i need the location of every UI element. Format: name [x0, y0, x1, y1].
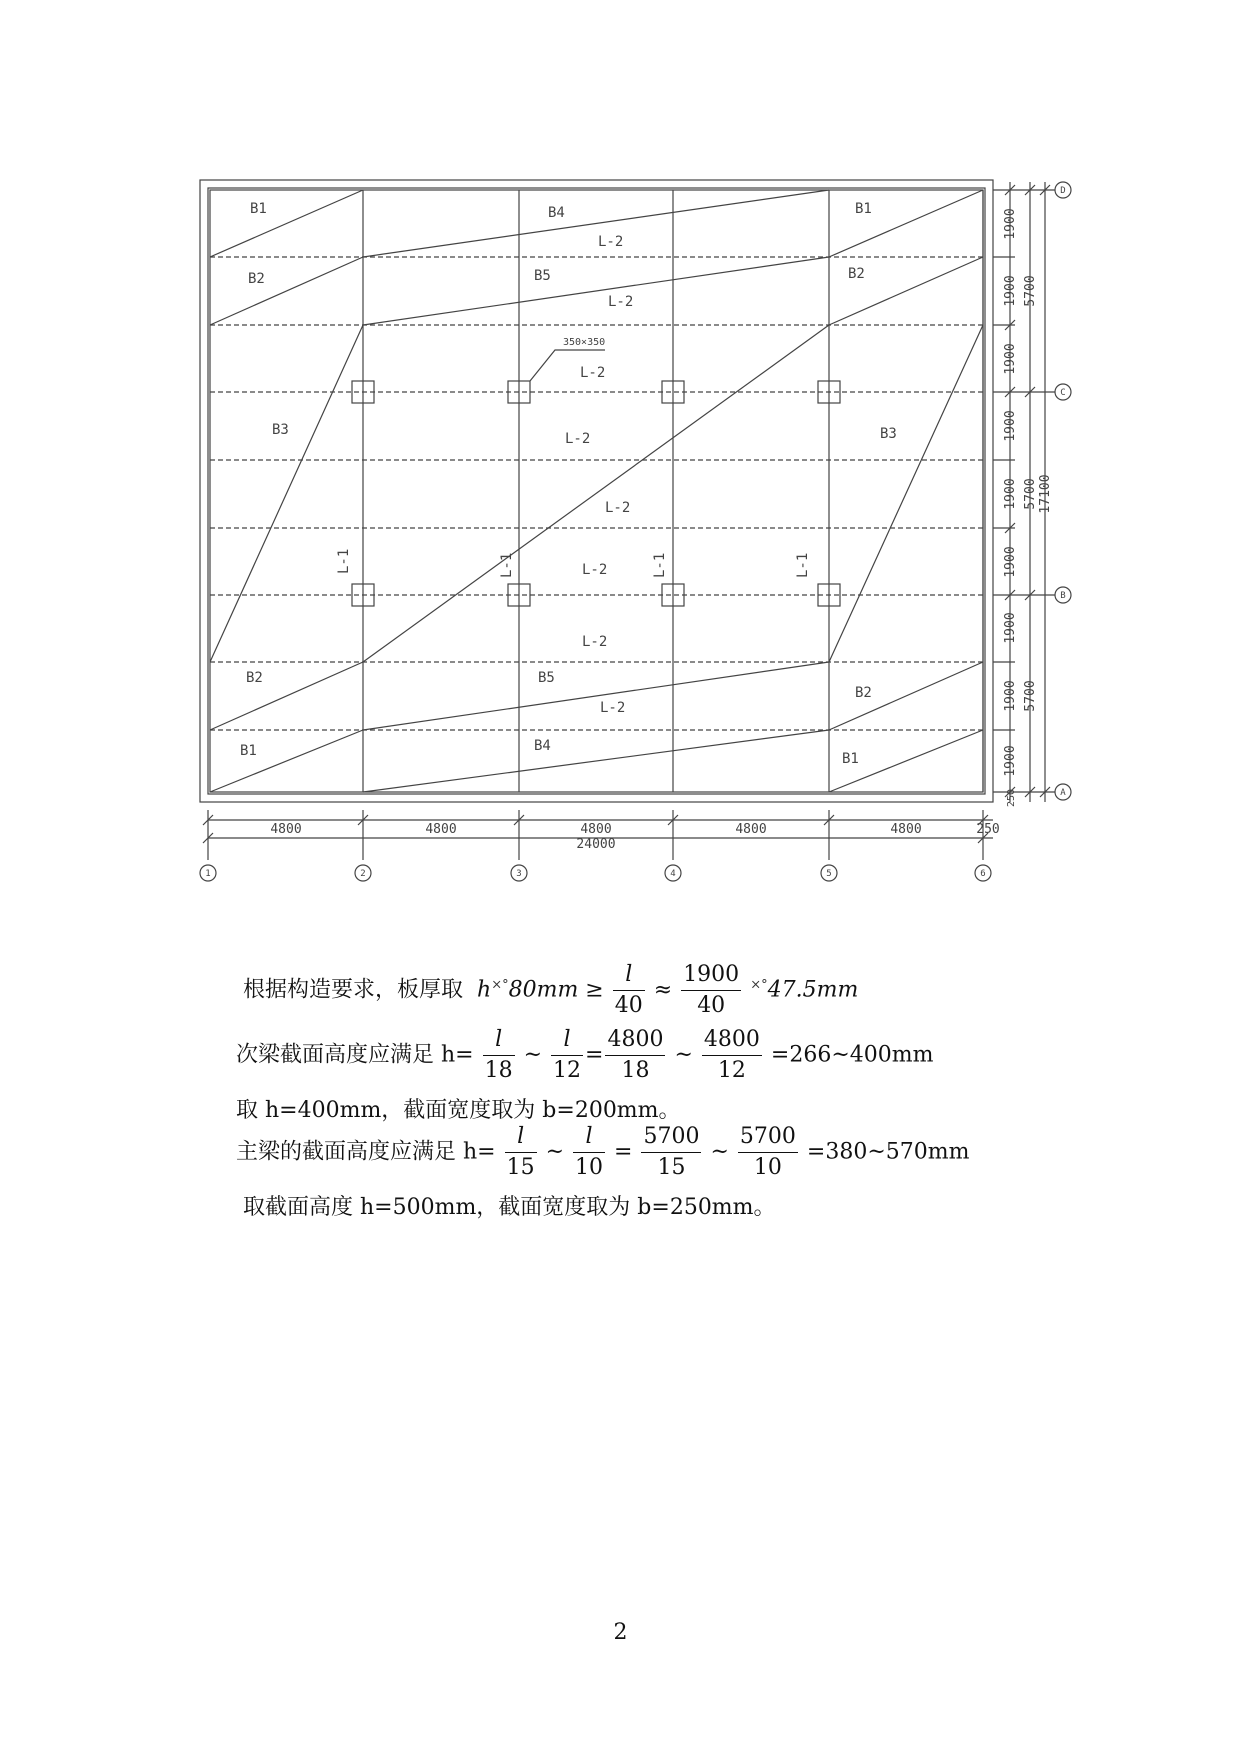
line-text: ~ [710, 1139, 729, 1165]
line-text: ~ [523, 1042, 543, 1068]
dimension-text: 1900 [1003, 343, 1018, 375]
line-text: ≈ [653, 977, 673, 1003]
line-text: 次梁截面高度应满足 h= [236, 1042, 474, 1068]
beam-label: L-2 [582, 562, 608, 578]
dimension-text: 1900 [1003, 745, 1018, 777]
dimension-text: 5700 [1023, 680, 1038, 712]
panel-label: B1 [842, 751, 859, 767]
panel-label: B5 [534, 268, 551, 284]
dimension-text: 4800 [425, 822, 457, 837]
line-text: = [585, 1042, 604, 1068]
fraction: $\frac{l}{10}$ [575, 1124, 604, 1180]
line-text: 80mm ≥ [508, 977, 604, 1003]
dimension-text: 5700 [1023, 478, 1038, 510]
fraction: $\frac{l}{18}$ [484, 1027, 513, 1083]
beam-label: L-1 [795, 552, 811, 578]
main-beam-line [236, 1122, 970, 1183]
beam-label: L-2 [565, 431, 591, 447]
axis-label: 6 [980, 869, 986, 879]
dimension-text: 1900 [1003, 478, 1018, 510]
beam-label: L-1 [652, 552, 668, 578]
line-text: ~ [674, 1042, 693, 1068]
axis-label: 1 [205, 869, 211, 879]
line-text: 根据构造要求，板厚取 [243, 977, 464, 1003]
beam-label: L-1 [499, 552, 515, 578]
dimension-text: 1900 [1003, 680, 1018, 712]
dimension-text: 5700 [1023, 275, 1038, 307]
symbol-h: h [477, 977, 492, 1003]
panel-label: B1 [240, 743, 257, 759]
secondary-beam-result: 取 h=400mm，截面宽度取为 b=200mm。 [236, 1098, 681, 1123]
dimension-text: 24000 [576, 837, 616, 852]
dimension-text: 4800 [270, 822, 302, 837]
beam-label: L-1 [336, 548, 352, 574]
line-text: =266~400mm [770, 1042, 934, 1068]
panel-label: B3 [880, 426, 897, 442]
panel-label: B1 [250, 201, 267, 217]
panel-label: B4 [534, 738, 551, 754]
dimension-text: 4800 [890, 822, 922, 837]
dimension-text: 1900 [1003, 612, 1018, 644]
fraction: $\frac{5700}{15}$ [643, 1124, 700, 1180]
beam-label: L-2 [582, 634, 608, 650]
fraction: $\frac{1900}{40}$ [683, 962, 740, 1018]
dimension-text: 4800 [735, 822, 767, 837]
dimension-text: 250 [1006, 788, 1017, 808]
column-size-label: 350×350 [563, 337, 606, 348]
axis-label: 5 [826, 869, 832, 879]
fraction: $\frac{4800}{18}$ [607, 1027, 664, 1083]
dimension-text: 1900 [1003, 546, 1018, 578]
beam-label: L-2 [605, 500, 631, 516]
line-text: =380~570mm [806, 1139, 970, 1165]
panel-label: B5 [538, 670, 555, 686]
dimension-text: 1900 [1003, 208, 1018, 240]
axis-label: 3 [516, 869, 522, 879]
line-text: ~ [545, 1139, 565, 1165]
slab-thickness-line: 根据构造要求，板厚取 h×°80mm ≥ $\frac{l}{40}$ ≈ $\frac{1900}{40}$ ×°47.5mm [243, 960, 858, 1021]
fraction: $\frac{l}{12}$ [553, 1027, 582, 1083]
dimension-text: 17100 [1038, 474, 1053, 514]
axis-label: 2 [360, 869, 366, 879]
panel-label: B2 [855, 685, 872, 701]
line-text: 主梁的截面高度应满足 h= [236, 1139, 496, 1165]
dimension-text: 4800 [580, 822, 612, 837]
fraction: $\frac{5700}{10}$ [739, 1124, 796, 1180]
beam-label: L-2 [608, 294, 634, 310]
panel-label: B4 [548, 205, 565, 221]
axis-label: D [1060, 186, 1066, 196]
dimension-text: 250 [976, 822, 1000, 837]
fraction: $\frac{4800}{12}$ [703, 1027, 760, 1083]
page-number: 2 [613, 1620, 628, 1645]
axis-label: C [1060, 388, 1066, 398]
beam-label: L-2 [600, 700, 626, 716]
secondary-beam-line [236, 1025, 934, 1086]
panel-label: B2 [248, 271, 265, 287]
axis-label: A [1060, 788, 1066, 798]
line-text: = [614, 1139, 633, 1165]
beam-label: L-2 [598, 234, 624, 250]
axis-label: 4 [670, 869, 676, 879]
main-beam-result: 取截面高度 h=500mm，截面宽度取为 b=250mm。 [243, 1195, 776, 1220]
beam-label: L-2 [580, 365, 606, 381]
dimension-text: 1900 [1003, 275, 1018, 307]
line-text: 47.5mm [767, 977, 859, 1003]
panel-label: B1 [855, 201, 872, 217]
dimension-text: 1900 [1003, 410, 1018, 442]
fraction: $\frac{l}{15}$ [506, 1124, 535, 1180]
axis-label: B [1060, 591, 1066, 601]
panel-label: B2 [246, 670, 263, 686]
panel-label: B3 [272, 422, 289, 438]
panel-label: B2 [848, 266, 865, 282]
fraction: $\frac{l}{40}$ [614, 962, 643, 1018]
